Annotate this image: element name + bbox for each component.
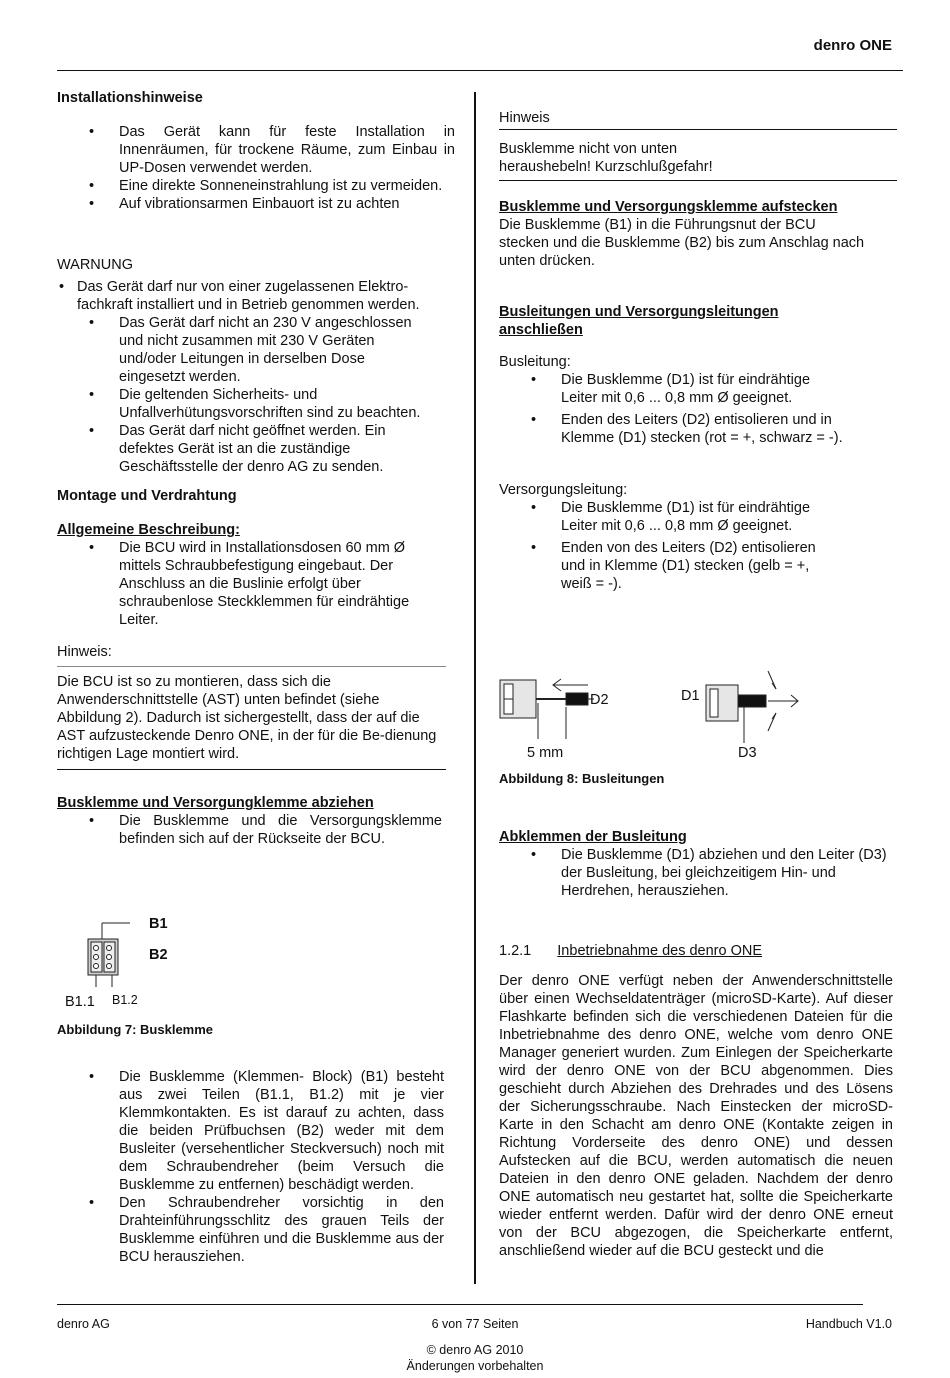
list-item: • Die Busklemme (D1) ist für eindrähtige Leiter mit 0,6 ... 0,8 mm Ø geeignet.: [499, 371, 843, 407]
header-rule: [57, 70, 903, 71]
montage-heading: Montage und Verdrahtung: [57, 488, 237, 504]
allgemeine-list: [57, 539, 455, 629]
warnung-list: [57, 314, 455, 476]
section-heading: [499, 942, 893, 960]
fig8-label-d3: D3: [738, 745, 757, 761]
fig7-label-b12: B1.2: [112, 993, 138, 1007]
hinweis-heading: Hinweis:: [57, 644, 112, 660]
install-heading: Installationshinweise: [57, 90, 203, 106]
hinweis-top-rule: [57, 666, 446, 667]
footer-right: Handbuch V1.0: [805, 1317, 892, 1331]
fig8-label-mm: 5 mm: [527, 745, 564, 761]
right-column-lower: [499, 828, 893, 1260]
list-item: • Die Busklemme (D1) abziehen und den Leiter (D3) der Busleitung, bei gleichzeitigem Hin- und Herdrehen, herausziehen.: [499, 846, 893, 900]
footer-notice: Änderungen vorbehalten: [406, 1359, 544, 1373]
hinweis-right-top-rule: [499, 129, 897, 130]
column-divider: [474, 92, 476, 1284]
warnung-heading: WARNUNG: [57, 257, 133, 273]
section-title: Inbetriebnahme des denro ONE: [557, 943, 763, 959]
list-item: • Enden des Leiters (D2) entisolieren und in Klemme (D1) stecken (rot = +, schwarz = -).: [499, 411, 843, 447]
list-item: • Die geltenden Sicherheits- und Unfallverhütungsvorschriften sind zu beachten.: [57, 386, 431, 422]
busklemme-list: [57, 1068, 455, 1266]
versorgung-label: Versorgungsleitung:: [499, 482, 628, 498]
hinweis-bottom-rule: [57, 769, 446, 770]
list-item: • Eine direkte Sonneneinstrahlung ist zu vermeiden.: [57, 177, 455, 195]
list-item: • Das Gerät darf nur von einer zugelassenen Elektro-fachkraft installiert und in Betrieb genommen werden.: [57, 278, 455, 314]
hinweis-right-heading: Hinweis: [499, 110, 550, 126]
list-item: • Die BCU wird in Installationsdosen 60 mm Ø mittels Schraubbefestigung eingebaut. Der Anschluss an die Buslinie erfolgt über schraubenlose Steckklemmen für eindrähtige Leiter.: [57, 539, 441, 629]
aufstecken-heading: Busklemme und Versorgungsklemme aufstecken: [499, 199, 838, 215]
left-column-lower: [57, 1068, 455, 1266]
left-column: [57, 89, 455, 848]
fig7-label-b2: B2: [149, 947, 168, 963]
fig7-caption: Abbildung 7: Busklemme: [57, 1022, 214, 1037]
anschliessen-heading: Busleitungen und Versorgungsleitungen anschließen: [499, 304, 779, 338]
list-item: • Die Busklemme (Klemmen- Block) (B1) besteht aus zwei Teilen (B1.1, B1.2) mit je vier Klemmkontakten. Es ist darauf zu achten, dass die beiden Prüfbuchsen (B2) weder mit dem Busleiter (versehentlicher Steckversuch) noch mit dem Schraubendreher (beim Versuch die Busklemme zu entfernen) beschädigt werden.: [57, 1068, 444, 1194]
abklemmen-list: [499, 846, 893, 900]
footer-rule: [57, 1304, 863, 1305]
fig8-caption: Abbildung 8: Busleitungen: [499, 771, 665, 786]
list-item: • Die Busklemme (D1) ist für eindrähtige Leiter mit 0,6 ... 0,8 mm Ø geeignet.: [499, 499, 843, 535]
list-item: • Enden von des Leiters (D2) entisolieren und in Klemme (D1) stecken (gelb = +, weiß = -).: [499, 539, 843, 593]
list-item: • Auf vibrationsarmen Einbauort ist zu achten: [57, 195, 455, 213]
footer-page-number: 6 von 77 Seiten: [431, 1317, 519, 1331]
install-list: [57, 123, 455, 213]
fig8-label-d2: D2: [590, 692, 609, 708]
right-column: [499, 109, 893, 593]
abklemmen-heading: Abklemmen der Busleitung: [499, 829, 687, 845]
section-number: 1.2.1: [499, 943, 532, 959]
hinweis-right-text: Busklemme nicht von unten heraushebeln! Kurzschlußgefahr!: [499, 141, 713, 175]
busleitungen-figure: [498, 665, 818, 745]
busleitung-label: Busleitung:: [499, 354, 571, 370]
fig7-label-b1: B1: [149, 916, 168, 932]
header-title: denro ONE: [813, 37, 892, 54]
list-item: • Das Gerät darf nicht geöffnet werden. Ein defektes Gerät ist an die zuständige Geschäftsstelle der denro AG zu senden.: [57, 422, 431, 476]
hinweis-right-bottom-rule: [499, 180, 897, 181]
section-text: Der denro ONE verfügt neben der Anwenderschnittstelle über einen Wechseldatenträger (microSD-Karte). Auf dieser Flashkarte befinden sich die verschiedenen Dateien für die Inbetriebnahme des denro ONE, welche vom denro ONE Manager generiert wurden. Zum Einlegen der Speicherkarte wird der denro ONE von der BCU abgenommen. Dies geschieht durch Abziehen des Drehrades und des Lösens der Sicherungsschraube. Nach Einstecken der microSD-Karte in den Schacht am denro ONE (Kontakte zeigen in Richtung Vorderseite des denro ONE) und dessen Aufstecken auf die BCU, werden automatisch die neuen Dateien in den denro ONE geladen. Nachdem der denro ONE automatisch neu gestartet hat, sollte die Speicherkarte wieder entfernt werden. Dafür wird der denro ONE erneut von der BCU abgezogen, die Speicherkarte entfernt, anschließend wieder auf die BCU gesteckt und die: [499, 973, 893, 1259]
fig8-label-d1: D1: [681, 688, 700, 704]
versorgung-list: [499, 499, 893, 593]
footer-copyright: © denro AG 2010: [426, 1343, 524, 1357]
abziehen-list: [57, 812, 455, 848]
list-item: • Das Gerät kann für feste Installation in Innenräumen, für trockene Räume, zum Einbau in UP-Dosen verwendet werden.: [57, 123, 455, 177]
fig7-label-b11: B1.1: [65, 994, 95, 1010]
hinweis-text: Die BCU ist so zu montieren, dass sich die Anwenderschnittstelle (AST) unten befindet (siehe Abbildung 2). Dadurch ist sichergestellt, dass der auf die AST aufzusteckende Denro ONE, in der für die Be-dienung richtigen Lage montiert wird.: [57, 674, 437, 762]
allgemeine-heading: Allgemeine Beschreibung:: [57, 522, 240, 538]
abziehen-heading: Busklemme und Versorgungklemme abziehen: [57, 795, 374, 811]
aufstecken-text: Die Busklemme (B1) in die Führungsnut der BCU stecken und die Busklemme (B2) bis zum Anschlag nach unten drücken.: [499, 217, 865, 269]
list-item: • Die Busklemme und die Versorgungsklemme befinden sich auf der Rückseite der BCU.: [57, 812, 442, 848]
footer-left: denro AG: [57, 1317, 110, 1331]
warnung-main-list: [57, 278, 455, 314]
busleitung-list: [499, 371, 893, 447]
list-item: • Den Schraubendreher vorsichtig in den Drahteinführungsschlitz des grauen Teils der Busklemme einführen und die Busklemme aus der BCU herausziehen.: [57, 1194, 444, 1266]
list-item: • Das Gerät darf nicht an 230 V angeschlossen und nicht zusammen mit 230 V Geräten und/oder Leitungen in derselben Dose eingesetzt werden.: [57, 314, 431, 386]
